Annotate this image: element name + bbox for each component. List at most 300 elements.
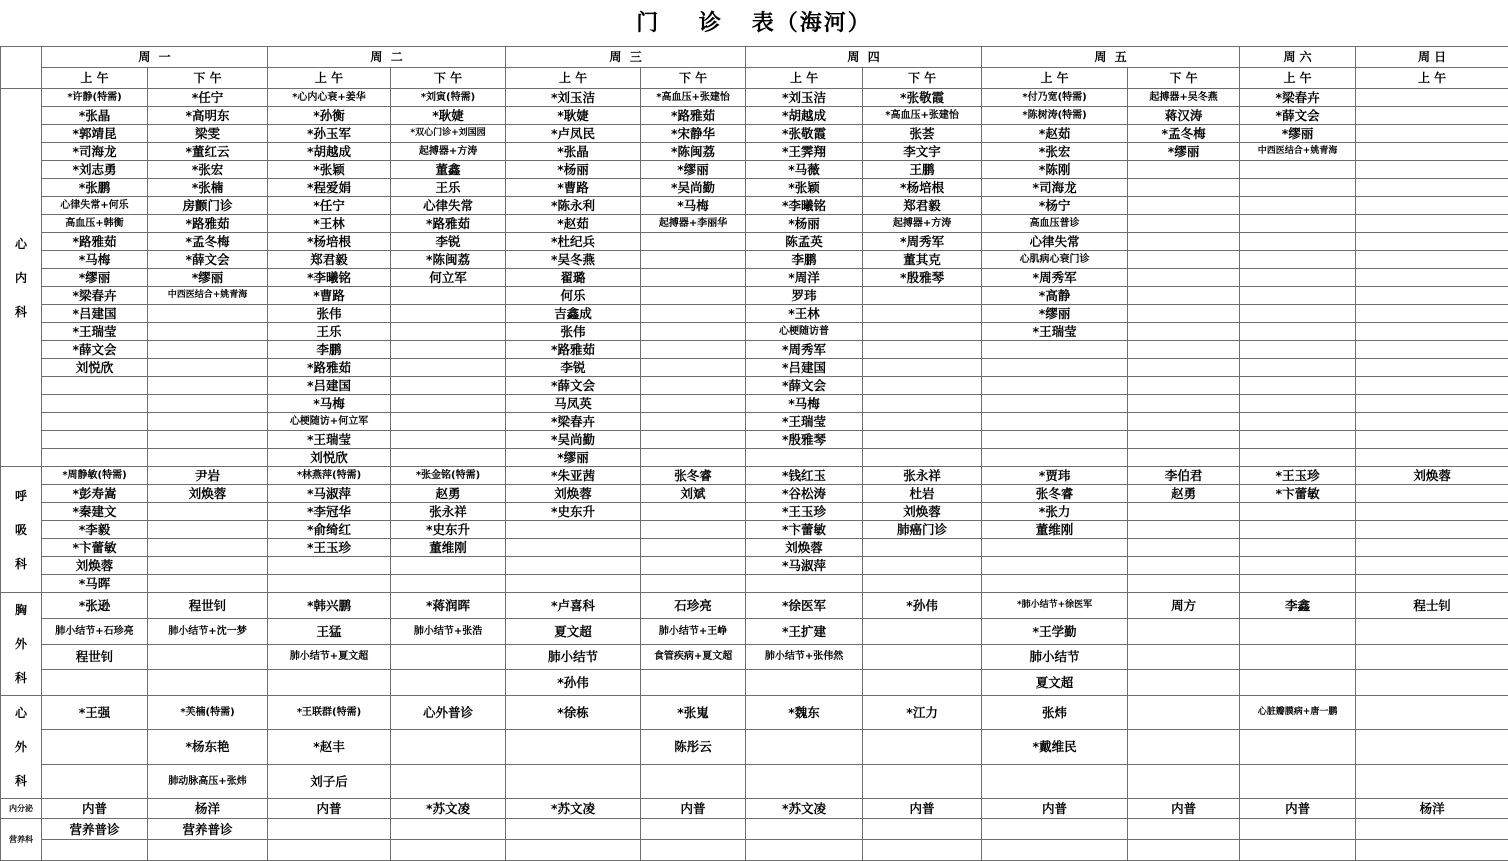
schedule-cell	[148, 503, 268, 521]
halfday-header: 上 午	[268, 68, 391, 89]
schedule-cell	[391, 359, 506, 377]
schedule-cell: *孙伟	[863, 593, 982, 619]
schedule-cell: 内普	[863, 799, 982, 819]
schedule-cell	[148, 359, 268, 377]
schedule-cell: *李曦铭	[746, 197, 863, 215]
schedule-cell	[1240, 840, 1356, 861]
schedule-cell	[1128, 377, 1240, 395]
halfday-header: 下 午	[641, 68, 746, 89]
schedule-cell	[1240, 413, 1356, 431]
schedule-cell: *薛文会	[506, 377, 641, 395]
schedule-cell: *孙玉军	[268, 125, 391, 143]
schedule-cell: *吕建国	[746, 359, 863, 377]
schedule-cell: *陈刚	[982, 161, 1128, 179]
day-header: 周 四	[746, 47, 982, 68]
schedule-cell: *马淑萍	[746, 557, 863, 575]
schedule-cell	[148, 395, 268, 413]
schedule-cell	[1356, 618, 1508, 644]
schedule-cell	[391, 395, 506, 413]
schedule-cell: *胡越成	[746, 107, 863, 125]
schedule-cell: *周静敏(特需)	[42, 467, 148, 485]
schedule-cell: 董其克	[863, 251, 982, 269]
schedule-cell: *李毅	[42, 521, 148, 539]
table-row	[1, 485, 1508, 503]
schedule-cell	[506, 819, 641, 840]
schedule-cell: *吕建国	[268, 377, 391, 395]
table-row	[1, 107, 1508, 125]
schedule-cell	[982, 431, 1128, 449]
schedule-cell: 张伟	[506, 323, 641, 341]
schedule-cell	[391, 575, 506, 593]
schedule-cell	[506, 840, 641, 861]
schedule-cell: *肺小结节+徐医军	[982, 593, 1128, 619]
schedule-cell: *杨培根	[268, 233, 391, 251]
schedule-cell	[1128, 215, 1240, 233]
schedule-cell: 李鹏	[268, 341, 391, 359]
schedule-cell	[982, 449, 1128, 467]
schedule-cell	[391, 449, 506, 467]
schedule-cell: *路雅茹	[391, 215, 506, 233]
schedule-cell: *朱亚茜	[506, 467, 641, 485]
schedule-cell: *杜纪兵	[506, 233, 641, 251]
schedule-cell: *马薇	[746, 161, 863, 179]
schedule-cell	[641, 359, 746, 377]
schedule-cell	[863, 730, 982, 764]
schedule-cell	[641, 431, 746, 449]
schedule-cell: *高血压+张建怡	[641, 89, 746, 107]
schedule-cell: *曹路	[268, 287, 391, 305]
schedule-cell	[641, 670, 746, 696]
schedule-cell	[148, 431, 268, 449]
schedule-cell: *董红云	[148, 143, 268, 161]
schedule-cell	[1356, 557, 1508, 575]
schedule-cell	[1356, 449, 1508, 467]
schedule-cell: *周洋	[746, 269, 863, 287]
schedule-cell	[1240, 521, 1356, 539]
halfday-header: 上 午	[746, 68, 863, 89]
schedule-cell: 杨洋	[148, 799, 268, 819]
schedule-cell	[1356, 503, 1508, 521]
schedule-cell	[641, 377, 746, 395]
schedule-cell: *王瑞莹	[746, 413, 863, 431]
table-row	[1, 251, 1508, 269]
schedule-cell: 高血压普诊	[982, 215, 1128, 233]
table-row	[1, 305, 1508, 323]
schedule-cell: 心律失常+何乐	[42, 197, 148, 215]
schedule-cell	[982, 341, 1128, 359]
schedule-cell: *卢凤民	[506, 125, 641, 143]
schedule-cell	[42, 395, 148, 413]
schedule-cell	[863, 431, 982, 449]
schedule-cell: *王玉珍	[1240, 467, 1356, 485]
table-row	[1, 618, 1508, 644]
schedule-cell	[863, 840, 982, 861]
schedule-cell: 董维刚	[982, 521, 1128, 539]
schedule-cell	[1356, 125, 1508, 143]
schedule-cell	[982, 557, 1128, 575]
schedule-cell: *王玉珍	[268, 539, 391, 557]
schedule-cell: *高明东	[148, 107, 268, 125]
table-row	[1, 233, 1508, 251]
schedule-cell	[1128, 251, 1240, 269]
schedule-cell	[1128, 618, 1240, 644]
schedule-cell: *张敬霞	[746, 125, 863, 143]
schedule-cell: 刘焕蓉	[506, 485, 641, 503]
schedule-cell	[1356, 89, 1508, 107]
schedule-cell	[863, 359, 982, 377]
schedule-cell	[641, 341, 746, 359]
schedule-cell: *吴冬燕	[506, 251, 641, 269]
schedule-cell: *史东升	[391, 521, 506, 539]
schedule-cell	[506, 764, 641, 798]
schedule-cell: *路雅茹	[42, 233, 148, 251]
schedule-cell: 蒋汉涛	[1128, 107, 1240, 125]
schedule-cell	[1128, 575, 1240, 593]
schedule-cell: 李鑫	[1240, 593, 1356, 619]
schedule-cell: 肺小结节	[506, 644, 641, 670]
schedule-cell	[641, 503, 746, 521]
schedule-cell: *张晶	[42, 107, 148, 125]
schedule-cell	[391, 644, 506, 670]
schedule-cell	[42, 670, 148, 696]
schedule-cell	[1240, 359, 1356, 377]
schedule-cell: 心外普诊	[391, 696, 506, 730]
schedule-cell	[1356, 251, 1508, 269]
schedule-cell: *卞蕾敏	[42, 539, 148, 557]
schedule-cell: 刘焕蓉	[1356, 467, 1508, 485]
schedule-cell	[1356, 485, 1508, 503]
schedule-cell: *谷松涛	[746, 485, 863, 503]
schedule-cell	[148, 341, 268, 359]
schedule-cell	[1356, 521, 1508, 539]
schedule-cell: 何立军	[391, 269, 506, 287]
schedule-cell: *俞绮红	[268, 521, 391, 539]
schedule-cell: 肺小结节+张伟然	[746, 644, 863, 670]
schedule-cell: *张嵬	[641, 696, 746, 730]
schedule-cell: 王猛	[268, 618, 391, 644]
schedule-cell: *张颖	[268, 161, 391, 179]
schedule-cell: 内普	[982, 799, 1128, 819]
schedule-cell: *缪丽	[1128, 143, 1240, 161]
schedule-cell	[641, 819, 746, 840]
schedule-cell	[1240, 557, 1356, 575]
schedule-cell	[1128, 323, 1240, 341]
schedule-cell: *梁春卉	[506, 413, 641, 431]
schedule-cell: 刘焕蓉	[42, 557, 148, 575]
schedule-cell	[1356, 696, 1508, 730]
schedule-cell	[1128, 819, 1240, 840]
schedule-cell: *李曦铭	[268, 269, 391, 287]
schedule-cell: *王林	[268, 215, 391, 233]
table-row	[1, 215, 1508, 233]
schedule-cell	[1240, 764, 1356, 798]
schedule-cell	[1356, 323, 1508, 341]
schedule-cell: *马梅	[42, 251, 148, 269]
table-row	[1, 287, 1508, 305]
schedule-cell: *梁春卉	[1240, 89, 1356, 107]
schedule-cell: 赵勇	[1128, 485, 1240, 503]
schedule-cell: *戴维民	[982, 730, 1128, 764]
schedule-cell: 刘斌	[641, 485, 746, 503]
schedule-cell: *张楠	[148, 179, 268, 197]
schedule-cell: 起搏器+方涛	[391, 143, 506, 161]
schedule-cell: *孟冬梅	[148, 233, 268, 251]
table-row	[1, 467, 1508, 485]
schedule-cell	[1356, 359, 1508, 377]
schedule-cell	[391, 557, 506, 575]
day-header: 周 六	[1240, 47, 1356, 68]
schedule-cell	[506, 521, 641, 539]
schedule-cell: 内普	[641, 799, 746, 819]
schedule-cell	[641, 251, 746, 269]
day-header: 周 五	[982, 47, 1240, 68]
schedule-cell: *宋静华	[641, 125, 746, 143]
schedule-cell: *曹路	[506, 179, 641, 197]
schedule-cell: 程世钊	[148, 593, 268, 619]
schedule-cell: *付乃宽(特需)	[982, 89, 1128, 107]
schedule-cell	[1128, 359, 1240, 377]
schedule-cell: *耿婕	[506, 107, 641, 125]
schedule-cell	[391, 730, 506, 764]
schedule-cell	[1356, 215, 1508, 233]
schedule-cell: *司海龙	[982, 179, 1128, 197]
schedule-cell: 起搏器+吴冬燕	[1128, 89, 1240, 107]
schedule-cell	[1128, 305, 1240, 323]
halfday-header-row	[1, 68, 1508, 89]
schedule-cell	[982, 764, 1128, 798]
schedule-cell	[1356, 819, 1508, 840]
table-row	[1, 143, 1508, 161]
schedule-cell: *薛文会	[148, 251, 268, 269]
table-row	[1, 764, 1508, 798]
schedule-cell	[1240, 730, 1356, 764]
schedule-cell	[391, 305, 506, 323]
schedule-cell: 刘子后	[268, 764, 391, 798]
schedule-cell: 董维刚	[391, 539, 506, 557]
schedule-cell	[746, 819, 863, 840]
schedule-cell: *赵丰	[268, 730, 391, 764]
schedule-cell: 王乐	[391, 179, 506, 197]
schedule-cell: 起搏器+方涛	[863, 215, 982, 233]
schedule-cell	[148, 323, 268, 341]
table-row	[1, 395, 1508, 413]
schedule-cell: 梁雯	[148, 125, 268, 143]
schedule-cell	[1240, 233, 1356, 251]
schedule-cell: 张伟	[268, 305, 391, 323]
schedule-cell: 内普	[1128, 799, 1240, 819]
schedule-cell	[1240, 431, 1356, 449]
table-row	[1, 730, 1508, 764]
schedule-cell	[42, 730, 148, 764]
schedule-cell	[982, 359, 1128, 377]
schedule-cell	[391, 670, 506, 696]
schedule-cell: *卢喜科	[506, 593, 641, 619]
schedule-cell	[1240, 323, 1356, 341]
schedule-cell	[42, 377, 148, 395]
schedule-cell	[982, 819, 1128, 840]
schedule-cell: *张金铭(特需)	[391, 467, 506, 485]
schedule-cell	[1356, 161, 1508, 179]
schedule-cell: *殷雅琴	[746, 431, 863, 449]
schedule-cell: 起搏器+李丽华	[641, 215, 746, 233]
schedule-cell: *张颖	[746, 179, 863, 197]
schedule-cell: *周秀军	[746, 341, 863, 359]
schedule-cell	[863, 323, 982, 341]
table-row	[1, 503, 1508, 521]
schedule-cell: *钱红玉	[746, 467, 863, 485]
schedule-cell: 心脏瓣膜病+唐一鹏	[1240, 696, 1356, 730]
table-row	[1, 269, 1508, 287]
schedule-cell: 董鑫	[391, 161, 506, 179]
schedule-cell: *刘玉洁	[506, 89, 641, 107]
schedule-cell: 陈彤云	[641, 730, 746, 764]
clinic-schedule-table	[0, 46, 1508, 861]
schedule-cell	[641, 323, 746, 341]
schedule-cell	[148, 521, 268, 539]
schedule-cell	[1128, 269, 1240, 287]
schedule-cell	[1356, 539, 1508, 557]
department-label: 心 内 科	[1, 89, 42, 467]
table-row	[1, 593, 1508, 619]
table-row	[1, 89, 1508, 107]
schedule-cell: *王联群(特需)	[268, 696, 391, 730]
table-row	[1, 341, 1508, 359]
schedule-cell	[42, 449, 148, 467]
schedule-cell: *蒋润晖	[391, 593, 506, 619]
halfday-header: 下 午	[391, 68, 506, 89]
schedule-cell	[863, 644, 982, 670]
table-row	[1, 197, 1508, 215]
halfday-header: 上 午	[1356, 68, 1508, 89]
schedule-cell: *耿婕	[391, 107, 506, 125]
schedule-cell	[1356, 377, 1508, 395]
schedule-cell: *陈树涛(特需)	[982, 107, 1128, 125]
schedule-cell	[1128, 449, 1240, 467]
schedule-cell	[863, 575, 982, 593]
schedule-cell	[1128, 521, 1240, 539]
schedule-cell: 郑君毅	[268, 251, 391, 269]
schedule-cell	[641, 575, 746, 593]
schedule-cell: 中西医结合+姚青海	[1240, 143, 1356, 161]
schedule-cell: *周秀军	[863, 233, 982, 251]
schedule-cell	[863, 670, 982, 696]
schedule-cell	[982, 840, 1128, 861]
schedule-cell	[1356, 670, 1508, 696]
schedule-cell	[746, 840, 863, 861]
schedule-cell: 心律失常	[982, 233, 1128, 251]
schedule-cell	[506, 575, 641, 593]
schedule-cell	[863, 413, 982, 431]
schedule-cell: *赵茹	[506, 215, 641, 233]
schedule-cell: *路雅茹	[641, 107, 746, 125]
schedule-cell: 李锐	[391, 233, 506, 251]
schedule-cell: *许静(特需)	[42, 89, 148, 107]
table-row	[1, 819, 1508, 840]
schedule-cell: 张荟	[863, 125, 982, 143]
schedule-cell: 刘悦欣	[42, 359, 148, 377]
schedule-cell	[1356, 287, 1508, 305]
schedule-cell	[268, 670, 391, 696]
schedule-cell: *张逊	[42, 593, 148, 619]
schedule-cell: 罗玮	[746, 287, 863, 305]
schedule-cell: *缪丽	[506, 449, 641, 467]
schedule-cell: *梁春卉	[42, 287, 148, 305]
schedule-cell: *李冠华	[268, 503, 391, 521]
table-row	[1, 161, 1508, 179]
schedule-cell: 李鹏	[746, 251, 863, 269]
schedule-cell: *任宁	[268, 197, 391, 215]
schedule-cell	[641, 269, 746, 287]
schedule-cell: 营养普诊	[42, 819, 148, 840]
schedule-cell	[1356, 575, 1508, 593]
schedule-cell: *马梅	[268, 395, 391, 413]
schedule-cell	[148, 644, 268, 670]
schedule-cell: 肺小结节+张浩	[391, 618, 506, 644]
schedule-cell: *薛文会	[42, 341, 148, 359]
schedule-cell: 程世钊	[42, 644, 148, 670]
schedule-cell: *孙伟	[506, 670, 641, 696]
table-row	[1, 413, 1508, 431]
schedule-cell	[641, 233, 746, 251]
schedule-cell	[1128, 730, 1240, 764]
schedule-cell	[982, 413, 1128, 431]
schedule-cell: *苏文凌	[506, 799, 641, 819]
halfday-header: 上 午	[982, 68, 1128, 89]
schedule-cell: *林燕萍(特需)	[268, 467, 391, 485]
schedule-cell: *胡越成	[268, 143, 391, 161]
schedule-cell	[1356, 197, 1508, 215]
schedule-cell: *马梅	[641, 197, 746, 215]
schedule-cell: 王鹏	[863, 161, 982, 179]
schedule-cell	[641, 413, 746, 431]
schedule-cell: 夏文超	[982, 670, 1128, 696]
schedule-cell	[148, 557, 268, 575]
schedule-cell: *赵茹	[982, 125, 1128, 143]
schedule-cell	[1240, 503, 1356, 521]
schedule-cell	[268, 840, 391, 861]
schedule-cell: *郭靖昆	[42, 125, 148, 143]
schedule-cell: 内普	[42, 799, 148, 819]
table-row	[1, 521, 1508, 539]
schedule-cell	[1128, 670, 1240, 696]
schedule-cell: 程士钊	[1356, 593, 1508, 619]
table-row	[1, 799, 1508, 819]
schedule-cell: 张炜	[982, 696, 1128, 730]
schedule-cell: 内普	[1240, 799, 1356, 819]
schedule-cell	[1240, 575, 1356, 593]
schedule-cell: 赵勇	[391, 485, 506, 503]
schedule-cell: *马梅	[746, 395, 863, 413]
schedule-cell	[1128, 197, 1240, 215]
schedule-cell: *孙衡	[268, 107, 391, 125]
corner-cell	[1, 47, 42, 89]
schedule-cell	[1240, 395, 1356, 413]
schedule-cell	[1128, 644, 1240, 670]
schedule-cell: *缪丽	[1240, 125, 1356, 143]
schedule-cell	[641, 764, 746, 798]
schedule-cell: *芙楠(特需)	[148, 696, 268, 730]
schedule-cell: *薛文会	[746, 377, 863, 395]
schedule-cell	[1356, 413, 1508, 431]
schedule-cell: *路雅茹	[506, 341, 641, 359]
schedule-cell	[42, 840, 148, 861]
schedule-cell: *张敬霞	[863, 89, 982, 107]
schedule-cell	[1128, 179, 1240, 197]
schedule-cell: *刘志勇	[42, 161, 148, 179]
schedule-cell	[863, 287, 982, 305]
schedule-cell: *王林	[746, 305, 863, 323]
schedule-cell	[863, 449, 982, 467]
